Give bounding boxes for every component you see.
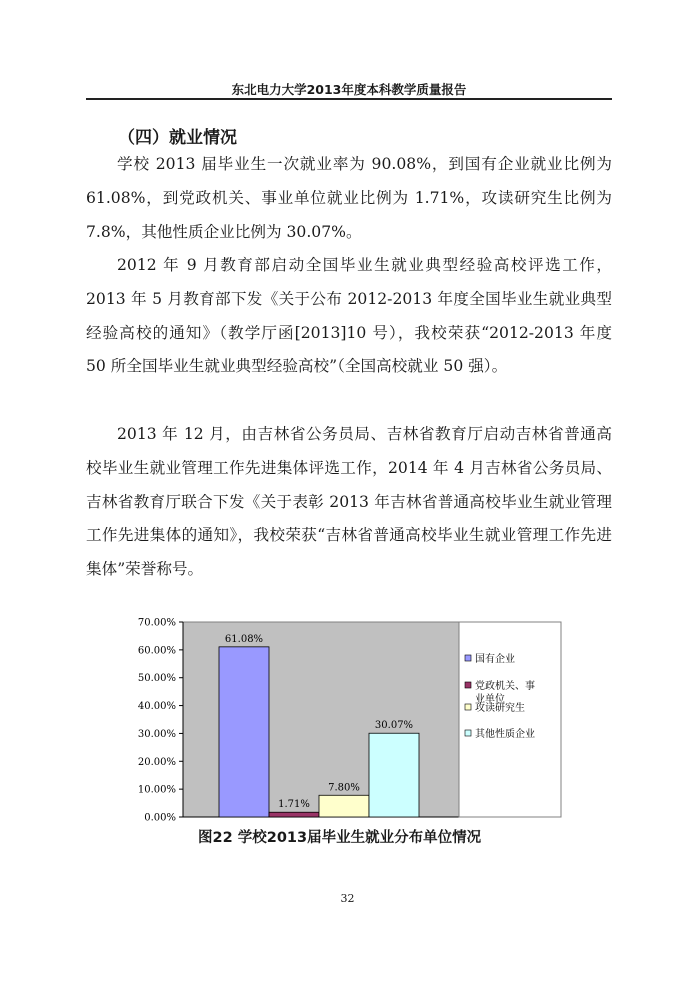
data-label: 1.71%: [278, 799, 310, 811]
legend-swatch: [465, 655, 471, 661]
y-tick-label: 30.00%: [137, 728, 176, 740]
page-number: 32: [340, 892, 355, 905]
legend-box: [459, 622, 561, 817]
y-tick-label: 70.00%: [137, 617, 176, 629]
bar: [269, 812, 319, 817]
legend-entry: 党政机关、事: [475, 681, 535, 692]
legend-swatch: [465, 730, 471, 736]
paragraph-text: 2013 年 12 月，由吉林省公务员局、吉林省教育厅启动吉林省普通高校毕业生就业管理工作先进集体评选工作，2014 年 4 月吉林省公务员局、吉林省教育厅联合下发《关于表彰 2013 年吉林省普通高校毕业生就业管理工作先进集体的通知》，我校荣获“吉林省普通高校毕业生就业管理工作先进集体”荣誉称号。: [86, 425, 612, 579]
y-tick-label: 0.00%: [144, 812, 176, 824]
legend-entry: 业单位: [475, 694, 505, 705]
y-tick-label: 50.00%: [137, 673, 176, 685]
bar: [219, 647, 269, 817]
data-label: 7.80%: [328, 782, 360, 794]
legend-swatch: [465, 704, 471, 710]
legend-entry: 国有企业: [475, 654, 515, 665]
data-label: 30.07%: [374, 720, 414, 732]
page-header: 东北电力大学2013年度本科教学质量报告: [231, 82, 467, 97]
figure-caption: 图22 学校2013届毕业生就业分布单位情况: [198, 830, 482, 846]
y-tick-label: 10.00%: [137, 784, 176, 796]
data-label: 61.08%: [224, 633, 264, 645]
y-tick-label: 60.00%: [137, 645, 176, 657]
bar: [319, 795, 369, 817]
paragraph-text: 2012 年 9 月教育部启动全国毕业生就业典型经验高校评选工作， 2013 年 5 月教育部下发《关于公布 2012-2013 年度全国毕业生就业典型经验高校的通知》（教学厅函[2013]10 号），我校荣获“2012-2013 年度 50 所全国毕业生就业典型经验高校”（全国高校就业 50 强）。: [86, 256, 612, 376]
section-title: （四）就业情况: [118, 128, 237, 148]
y-tick-label: 20.00%: [137, 756, 176, 768]
bar: [369, 733, 419, 817]
paragraph-text: 学校 2013 届毕业生一次就业率为 90.08%，到国有企业就业比例为 61.08%，到党政机关、事业单位就业比例为 1.71%，攻读研究生比例为 7.8%，其他性质企业比例为 30.07%。: [86, 155, 612, 241]
legend-entry: 其他性质企业: [475, 729, 535, 740]
legend-swatch: [465, 682, 471, 688]
y-tick-label: 40.00%: [137, 701, 176, 713]
legend-entry: 攻读研究生: [475, 703, 525, 714]
